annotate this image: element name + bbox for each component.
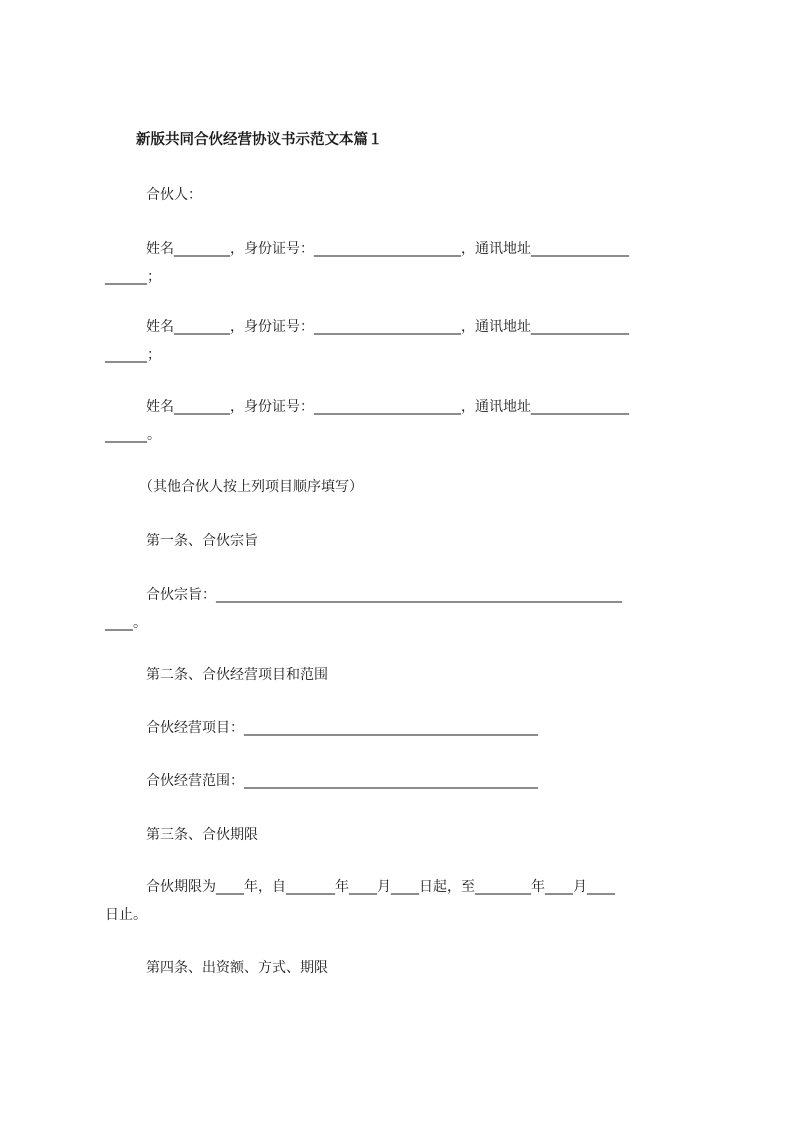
other-partners-note: （其他合伙人按上列项目顺序填写） <box>139 479 363 495</box>
business-scope-line: 合伙经营范围：__________________________________________ <box>146 773 538 789</box>
partner-1-line-2: ______； <box>105 269 161 285</box>
term-line-2: 日止。 <box>105 907 147 923</box>
partner-3-line-1: 姓名________，身份证号：_____________________，通讯地址______________ <box>146 399 629 415</box>
article-1-heading: 第一条、合伙宗旨 <box>146 533 258 549</box>
article-4-heading: 第四条、出资额、方式、期限 <box>146 960 328 976</box>
purpose-line-2: ____。 <box>105 615 147 631</box>
purpose-line-1: 合伙宗旨：__________________________________________________________ <box>146 587 622 603</box>
partner-3-line-2: ______。 <box>105 427 161 443</box>
document-title: 新版共同合伙经营协议书示范文本篇１ <box>136 132 383 148</box>
article-2-heading: 第二条、合伙经营项目和范围 <box>146 667 328 683</box>
business-project-line: 合伙经营项目：__________________________________________ <box>146 720 538 736</box>
term-line-1: 合伙期限为____年，自_______年____月____日起，至________年____月____ <box>146 879 615 895</box>
article-3-heading: 第三条、合伙期限 <box>146 827 258 843</box>
partner-2-line-1: 姓名________，身份证号：_____________________，通讯地址______________ <box>146 319 629 335</box>
partners-label: 合伙人： <box>146 187 202 203</box>
partner-1-line-1: 姓名________，身份证号：_____________________，通讯地址______________ <box>146 241 629 257</box>
partner-2-line-2: ______； <box>105 347 161 363</box>
